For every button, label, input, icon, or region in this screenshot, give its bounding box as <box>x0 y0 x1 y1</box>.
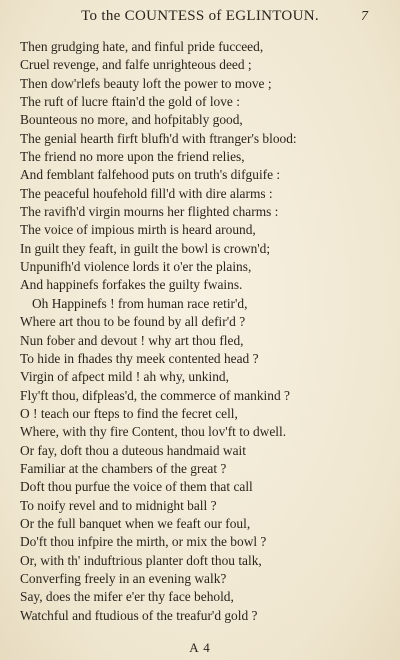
poem-line: To noify revel and to midnight ball ? <box>20 497 217 513</box>
running-title: To the COUNTESS of EGLINTOUN. <box>81 8 319 24</box>
poem-line: Then dow'rlefs beauty loft the power to move ; <box>20 75 272 91</box>
poem-line: Or the full banquet when we feaft our foul, <box>20 515 251 531</box>
signature-mark: A 4 <box>189 640 211 655</box>
poem-line: To hide in fhades thy meek contented head ? <box>20 350 259 366</box>
poem-line: Or, with th' induftrious planter doft thou talk, <box>20 552 262 568</box>
poem-line: Where, with thy fire Content, thou lov'ft to dwell. <box>20 424 287 440</box>
poem-line: The ravifh'd virgin mourns her flighted charms : <box>20 204 279 220</box>
poem-line: Unpunifh'd violence lords it o'er the plains, <box>20 259 252 275</box>
poem-line: Do'ft thou infpire the mirth, or mix the bowl ? <box>20 534 267 550</box>
poem-line: The voice of impious mirth is heard around, <box>20 222 256 238</box>
poem-line: Oh Happinefs ! from human race retir'd, <box>32 295 248 311</box>
poem-body <box>20 38 392 625</box>
poem-line: The genial hearth firft blufh'd with ftranger's blood: <box>20 130 297 146</box>
poem-line: Converfing freely in an evening walk? <box>20 570 227 586</box>
poem-line: Bounteous no more, and hofpitably good, <box>20 112 243 128</box>
poem-line: Say, does the mifer e'er thy face behold, <box>20 589 234 605</box>
poem-line: And happinefs forfakes the guilty fwains. <box>20 277 243 293</box>
poem-line: The friend no more upon the friend relies, <box>20 149 245 165</box>
poem-line: O ! teach our fteps to find the fecret cell, <box>20 405 238 421</box>
poem-line: In guilt they feaft, in guilt the bowl is crown'd; <box>20 240 271 256</box>
poem-line: Doft thou purfue the voice of them that call <box>20 479 253 495</box>
poem-line: The ruft of lucre ftain'd the gold of love : <box>20 94 240 110</box>
poem-line: Virgin of afpect mild ! ah why, unkind, <box>20 369 229 385</box>
page-number: 7 <box>361 9 368 24</box>
poem-line: Fly'ft thou, difpleas'd, the commerce of mankind ? <box>20 387 290 403</box>
poem-line: Then grudging hate, and finful pride fucceed, <box>20 39 264 54</box>
running-head <box>0 8 400 30</box>
poem-line: Where art thou to be found by all defir'd ? <box>20 314 246 330</box>
poem-line: And femblant falfehood puts on truth's difguife : <box>20 167 281 183</box>
poem-line: Cruel revenge, and falfe unrighteous deed ; <box>20 57 252 73</box>
poem-line: Nun fober and devout ! why art thou fled, <box>20 332 244 348</box>
poem-line: Watchful and ftudious of the treafur'd gold ? <box>20 607 258 623</box>
poem-line: The peaceful houfehold fill'd with dire alarms : <box>20 185 273 201</box>
poem-line: Familiar at the chambers of the great ? <box>20 460 227 476</box>
poem-line: Or fay, doft thou a duteous handmaid wait <box>20 442 246 458</box>
